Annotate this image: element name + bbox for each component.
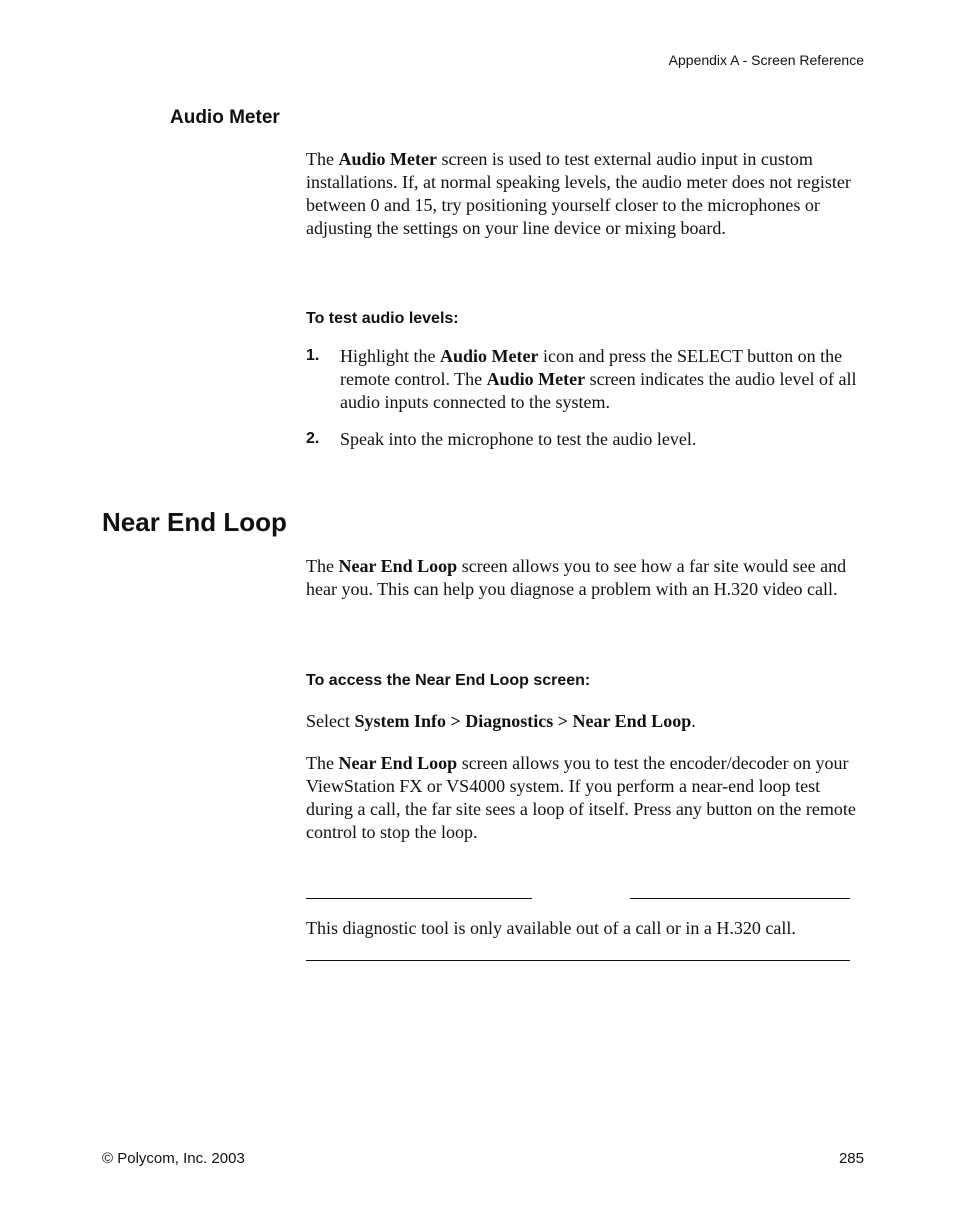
note-top-rule-left — [306, 898, 532, 899]
note-top-rule-right — [630, 898, 850, 899]
procedure-heading-access-near-end-loop: To access the Near End Loop screen: — [306, 672, 591, 689]
step-text: Highlight the Audio Meter icon and press the SELECT button on the remote control. The Audio Meter screen indicates the audio level of all audio inputs connected to the system. — [340, 346, 857, 412]
menu-path-instruction: Select System Info > Diagnostics > Near End Loop. — [306, 711, 696, 731]
section-heading-audio-meter: Audio Meter — [170, 107, 280, 128]
footer-copyright: © Polycom, Inc. 2003 — [102, 1150, 245, 1167]
step-text: Speak into the microphone to test the audio level. — [340, 429, 697, 449]
procedure-heading-test-audio: To test audio levels: — [306, 310, 459, 327]
note-text: This diagnostic tool is only available out of a call or in a H.320 call. — [306, 918, 796, 938]
audio-meter-intro: The Audio Meter screen is used to test external audio input in custom installations. If, at normal speaking levels, the audio meter does not register between 0 and 15, try positioning yourself closer to the microphones or adjusting the settings on your line device or mixing board. — [306, 149, 851, 238]
page-number: 285 — [838, 1150, 864, 1167]
step-number: 1. — [306, 347, 320, 364]
note-bottom-rule — [306, 960, 850, 961]
section-heading-near-end-loop: Near End Loop — [102, 507, 287, 537]
near-end-loop-intro: The Near End Loop screen allows you to see how a far site would see and hear you. This can help you diagnose a problem with an H.320 video call. — [306, 556, 847, 599]
step-number: 2. — [306, 430, 320, 447]
near-end-loop-detail: The Near End Loop screen allows you to test the encoder/decoder on your ViewStation FX or VS4000 system. If you perform a near-end loop test during a call, the far site sees a loop of itself. Press any button on the remote control to stop the loop. — [306, 753, 856, 842]
running-header: Appendix A - Screen Reference — [668, 52, 864, 68]
